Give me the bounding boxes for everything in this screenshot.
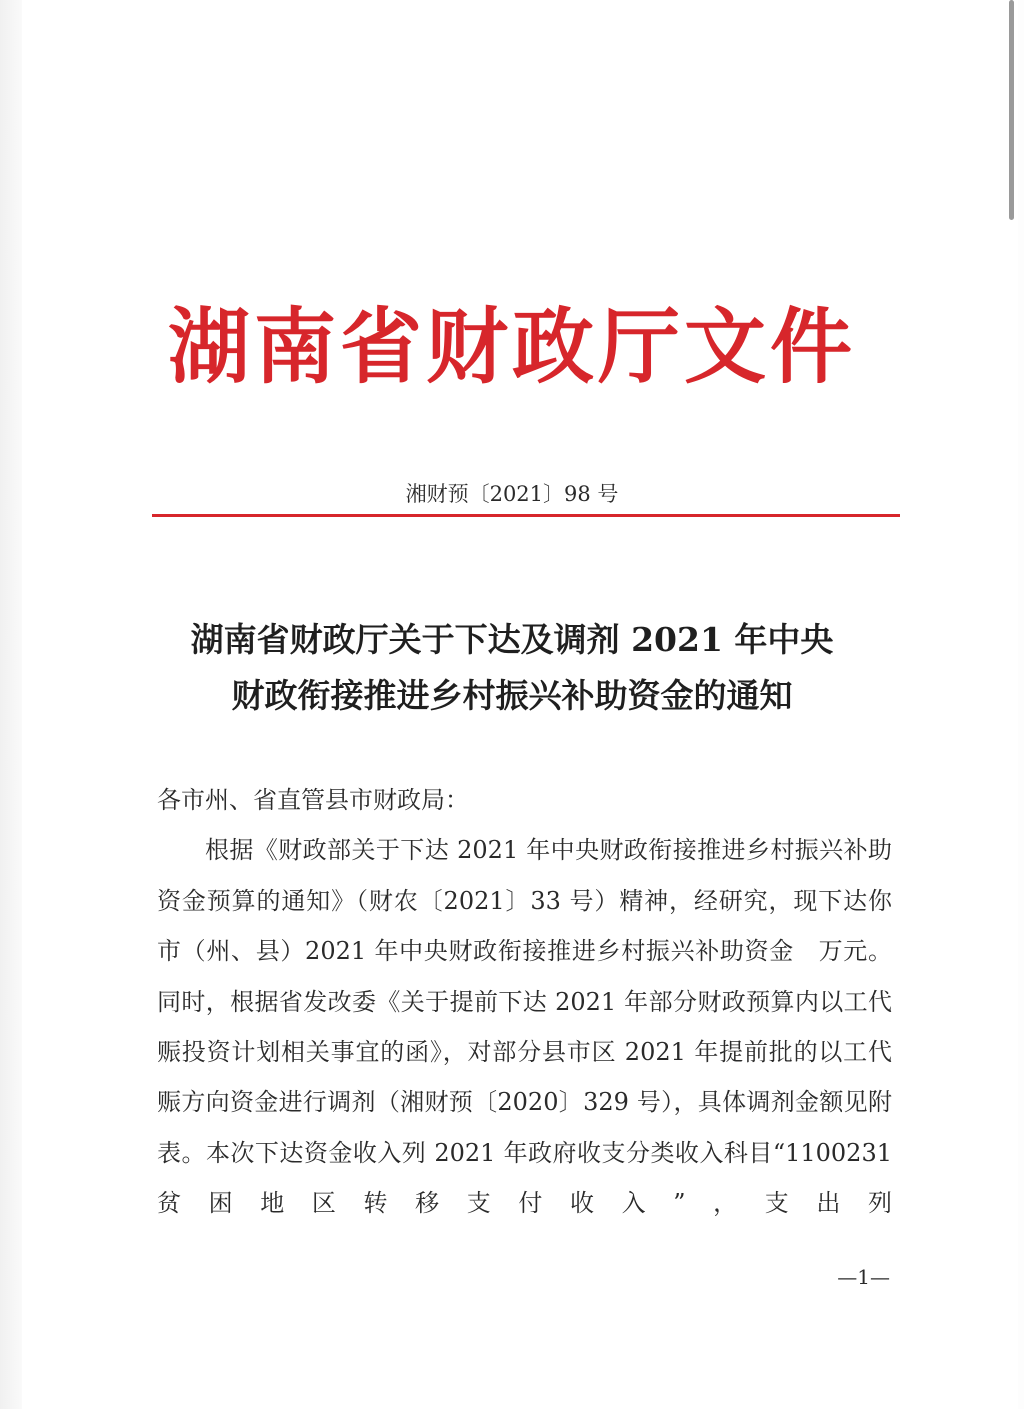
addressee: 各市州、省直管县市财政局： <box>157 786 469 814</box>
document-header-title: 湖南省财政厅文件 <box>167 299 856 395</box>
header-divider <box>152 514 900 517</box>
notice-title-line-2: 财政衔接推进乡村振兴补助资金的通知 <box>231 676 793 715</box>
notice-title <box>0 612 1024 724</box>
scrollbar-thumb[interactable] <box>1009 0 1014 220</box>
page-number: —1— <box>837 1265 890 1289</box>
body-paragraph: 根据《财政部关于下达 2021 年中央财政衔接推进乡村振兴补助资金预算的通知》（财农〔2021〕33 号）精神，经研究，现下达你市（州、县）2021 年中央财政衔接推进乡村振兴补助资金 万元。同时，根据省发改委《关于提前下达 2021 年部分财政预算内以工代赈投资计划相关事宜的函》，对部分县市区 2021 年提前批的以工代赈方向资金进行调剂（湘财预〔2020〕329 号），具体调剂金额见附表。本次下达资金收入列 2021 年政府收支分类收入科目“1100231 贫困地区转移支付收入”，支出列 <box>157 836 892 1218</box>
document-body <box>157 775 892 1229</box>
notice-title-line-1: 湖南省财政厅关于下达及调剂 2021 年中央 <box>190 620 834 659</box>
document-number: 湘财预〔2021〕98 号 <box>405 482 619 506</box>
